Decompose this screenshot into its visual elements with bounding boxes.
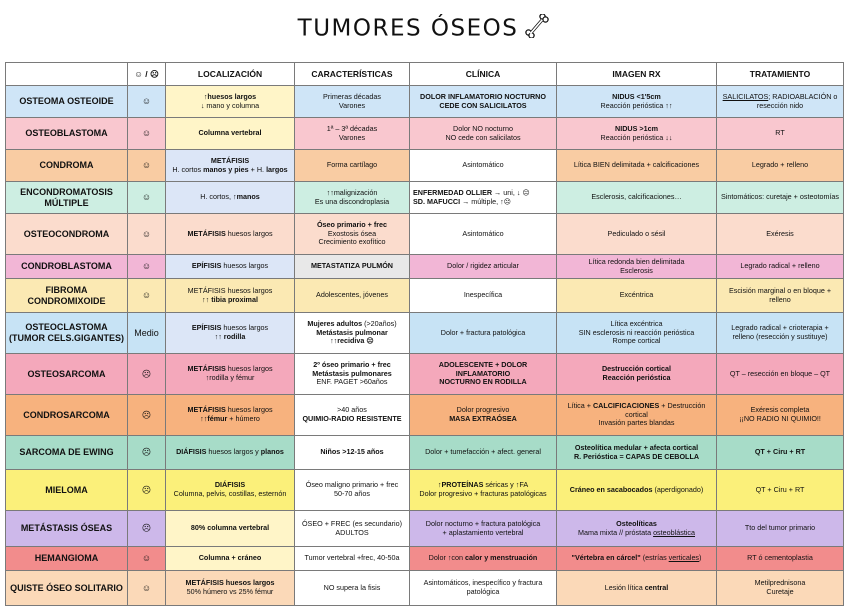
- location-text: ↓ mano y columna: [200, 100, 260, 110]
- clinical-text: Dolor + tumefacción + afect. general: [425, 447, 541, 457]
- prognosis-face: ☺: [128, 150, 166, 182]
- prognosis-face: ☹: [128, 436, 166, 470]
- clinical-cell: [410, 214, 557, 255]
- xray-text: SIN esclerosis ni reacción perióstica: [578, 327, 695, 337]
- treatment-cell: [717, 255, 844, 279]
- location-text: EPÍFISIS: [191, 261, 222, 271]
- clinical-cell: [410, 436, 557, 470]
- clinical-text: DOLOR INFLAMATORIO NOCTURNO: [420, 91, 546, 101]
- location-cell: [166, 214, 295, 255]
- xray-text: Lítica +: [567, 401, 593, 411]
- header-empty: [6, 63, 128, 86]
- characteristics-text: ↑↑malignización: [326, 187, 378, 197]
- clinical-text: Dolor + fractura patológica: [440, 327, 526, 337]
- location-cell: [166, 150, 295, 182]
- xray-text: Lesión lítica: [604, 582, 645, 592]
- location-cell: [166, 118, 295, 150]
- prognosis-face: ☺: [128, 182, 166, 214]
- treatment-cell: [717, 395, 844, 436]
- clinical-text: séricas y ↑FA: [483, 480, 529, 490]
- tumor-name: MIELOMA: [6, 470, 128, 511]
- clinical-text: Dolor progresivo + fracturas patológicas: [419, 489, 547, 498]
- tumor-name: SARCOMA DE EWING: [6, 436, 128, 470]
- page-title: [0, 14, 848, 44]
- prognosis-face: ☺: [128, 118, 166, 150]
- treatment-text: Metilprednisona: [754, 578, 806, 588]
- prognosis-face: ☺: [128, 255, 166, 279]
- table-row: [6, 86, 844, 118]
- characteristics-text: ↑↑recidiva ☹: [330, 336, 374, 346]
- header-clinical: CLÍNICA: [410, 63, 557, 86]
- xray-text: R. Perióstica = CAPAS DE CEBOLLA: [573, 451, 700, 461]
- location-text: 50% húmero vs 25% fémur: [186, 587, 274, 596]
- treatment-cell: [717, 511, 844, 547]
- prognosis-face: Medio: [128, 313, 166, 354]
- clinical-text: + aplastamiento vertebral: [442, 527, 524, 537]
- characteristics-text: Mujeres adultos: [307, 319, 363, 329]
- location-text: METÁFISIS: [187, 364, 226, 374]
- clinical-text: Dolor progresivo: [456, 405, 510, 415]
- tumor-name: CONDROBLASTOMA: [6, 255, 128, 279]
- xray-text: Lítica redonda bien delimitada: [588, 256, 685, 266]
- xray-text: Rompe cortical: [612, 336, 661, 346]
- table-row: [6, 470, 844, 511]
- treatment-text: Exéresis completa: [750, 405, 810, 415]
- location-text: ↑↑ tibia proximal: [202, 294, 258, 304]
- clinical-text: NO cede con salicilatos: [445, 132, 521, 142]
- xray-text: Esclerosis, calcificaciones…: [591, 192, 682, 202]
- xray-cell: [557, 470, 717, 511]
- xray-cell: [557, 255, 717, 279]
- table-row: [6, 182, 844, 214]
- xray-cell: [557, 354, 717, 395]
- clinical-cell: [410, 255, 557, 279]
- treatment-text: Legrado radical + crioterapia + relleno (resección y sustituye): [731, 323, 829, 341]
- xray-text: Excéntrica: [619, 290, 654, 300]
- location-cell: [166, 182, 295, 214]
- xray-text: Pediculado o sésil: [607, 228, 666, 238]
- location-text: ↑↑fémur: [200, 414, 228, 423]
- table-row: [6, 511, 844, 547]
- header-xray: IMAGEN RX: [557, 63, 717, 86]
- clinical-cell: [410, 470, 557, 511]
- treatment-cell: [717, 470, 844, 511]
- xray-text: + Destrucción cortical: [625, 401, 706, 419]
- header-prognosis: ☺ / ☹: [128, 63, 166, 86]
- prognosis-face: ☺: [128, 86, 166, 118]
- clinical-text: Dolor ↑con: [428, 553, 466, 563]
- clinical-cell: [410, 313, 557, 354]
- xray-text: CALCIFICACIONES: [592, 401, 660, 411]
- treatment-text: QT + Ciru + RT: [755, 484, 805, 494]
- location-text: huesos largos: [225, 364, 273, 374]
- location-cell: [166, 395, 295, 436]
- location-text: huesos largos: [221, 323, 269, 333]
- xray-cell: [557, 436, 717, 470]
- header-location: LOCALIZACIÓN: [166, 63, 295, 86]
- characteristics-cell: [295, 511, 410, 547]
- clinical-text: SD. MAFUCCI →: [413, 196, 470, 206]
- xray-text: Osteolítica medular + afecta cortical: [574, 442, 699, 452]
- treatment-text: RT ó cementoplastia: [747, 553, 813, 563]
- characteristics-text: Exostosis ósea: [327, 228, 377, 238]
- tumor-name: QUISTE ÓSEO SOLITARIO: [6, 571, 128, 606]
- tumor-name: ENCONDROMATOSIS MÚLTIPLE: [6, 182, 128, 214]
- prognosis-face: ☹: [128, 395, 166, 436]
- clinical-cell: [410, 182, 557, 214]
- location-text: METÁFISIS huesos largos: [187, 285, 273, 295]
- location-text: huesos largos y: [206, 447, 261, 457]
- characteristics-text: Es una discondroplasia: [314, 196, 390, 206]
- clinical-text: MASA EXTRAÓSEA: [449, 414, 517, 423]
- prognosis-face: ☺: [128, 547, 166, 571]
- clinical-text: múltiple, ↑☹: [469, 196, 512, 206]
- location-text: + húmero: [227, 414, 260, 423]
- tumor-name: METÁSTASIS ÓSEAS: [6, 511, 128, 547]
- characteristics-cell: [295, 118, 410, 150]
- clinical-text: ↑PROTEÍNAS: [437, 480, 484, 490]
- xray-cell: [557, 182, 717, 214]
- tumor-name: OSTEOCONDROMA: [6, 214, 128, 255]
- xray-text: NIDUS >1cm: [615, 123, 658, 133]
- treatment-text: ¡¡NO RADIO NI QUIMIO!!: [739, 414, 821, 423]
- xray-text: verticales: [668, 553, 700, 563]
- characteristics-text: Varones: [338, 132, 366, 142]
- characteristics-text: ADULTOS: [335, 527, 369, 537]
- characteristics-text: Metástasis pulmonares: [312, 368, 392, 378]
- xray-text: NIDUS <1'5cm: [612, 91, 661, 101]
- header-characteristics: CARACTERÍSTICAS: [295, 63, 410, 86]
- location-text: Columna + cráneo: [198, 553, 262, 563]
- treatment-text: ; RADIOABLACIÓN o resección nido: [756, 91, 838, 110]
- table-row: [6, 118, 844, 150]
- treatment-cell: [717, 182, 844, 214]
- tumor-name: OSTEOBLASTOMA: [6, 118, 128, 150]
- xray-text: osteoblástica: [653, 527, 696, 537]
- prognosis-face: ☹: [128, 354, 166, 395]
- treatment-text: QT – resección en bloque – QT: [729, 368, 831, 378]
- clinical-text: ENFERMEDAD OLLIER →: [413, 187, 502, 197]
- location-text: + H.: [248, 164, 267, 174]
- characteristics-cell: [295, 547, 410, 571]
- characteristics-text: NO supera la fisis: [323, 582, 381, 592]
- clinical-text: calor y menstruación: [465, 553, 538, 563]
- characteristics-text: (>20años): [362, 319, 397, 329]
- clinical-cell: [410, 547, 557, 571]
- location-cell: [166, 436, 295, 470]
- characteristics-text: 2º óseo primario + frec: [313, 360, 391, 370]
- header-treatment: TRATAMIENTO: [717, 63, 844, 86]
- xray-text: (aperdigonado): [652, 484, 704, 494]
- table-row: [6, 571, 844, 606]
- prognosis-face: ☹: [128, 470, 166, 511]
- treatment-text: SALICILATOS: [722, 91, 769, 101]
- table-row: [6, 354, 844, 395]
- location-text: planos: [260, 447, 284, 457]
- location-text: largos: [266, 164, 288, 174]
- treatment-text: Exéresis: [766, 228, 794, 238]
- location-cell: [166, 470, 295, 511]
- table-row: [6, 255, 844, 279]
- location-cell: [166, 279, 295, 313]
- characteristics-cell: [295, 214, 410, 255]
- clinical-cell: [410, 354, 557, 395]
- tumor-name: HEMANGIOMA: [6, 547, 128, 571]
- prognosis-face: ☹: [128, 511, 166, 547]
- bone-icon: [524, 14, 550, 44]
- location-cell: [166, 511, 295, 547]
- xray-text: Reacción perióstica: [602, 373, 671, 382]
- treatment-cell: [717, 436, 844, 470]
- treatment-text: Legrado + relleno: [751, 160, 809, 170]
- characteristics-cell: [295, 86, 410, 118]
- xray-text: (estrías: [640, 553, 669, 563]
- clinical-text: Asintomático: [462, 160, 504, 170]
- xray-cell: [557, 118, 717, 150]
- characteristics-text: Óseo maligno primario + frec: [305, 480, 399, 490]
- table-row: [6, 547, 844, 571]
- treatment-text: Sintomáticos: curetaje + osteotomías: [720, 192, 840, 202]
- characteristics-text: Tumor vertebral +frec, 40-50a: [304, 553, 400, 563]
- header-row: [6, 63, 844, 86]
- xray-text: Invasión partes blandas: [598, 418, 675, 428]
- xray-text: Esclerosis: [620, 265, 653, 275]
- characteristics-text: ÓSEO + FREC (es secundario): [301, 518, 403, 528]
- treatment-text: Escisión marginal o en bloque + relleno: [728, 285, 832, 304]
- tumor-name: OSTEOSARCOMA: [6, 354, 128, 395]
- clinical-cell: [410, 86, 557, 118]
- xray-text: Lítica excéntrica: [610, 319, 663, 329]
- tumor-name: FIBROMA CONDROMIXOIDE: [6, 279, 128, 313]
- xray-text: Mama mixta // próstata: [577, 527, 654, 537]
- xray-text: ): [699, 553, 702, 563]
- clinical-text: Asintomático: [462, 228, 504, 238]
- characteristics-text: Crecimiento exofítico: [318, 237, 386, 247]
- characteristics-text: METASTATIZA PULMÓN: [311, 261, 393, 271]
- clinical-text: Asintomáticos, inespecífico y fractura patológica: [423, 578, 543, 596]
- characteristics-cell: [295, 354, 410, 395]
- location-cell: [166, 86, 295, 118]
- table-row: [6, 395, 844, 436]
- characteristics-text: Metástasis pulmonar: [316, 327, 388, 337]
- clinical-cell: [410, 395, 557, 436]
- treatment-text: QT + Ciru + RT: [754, 447, 806, 457]
- xray-cell: [557, 395, 717, 436]
- treatment-cell: [717, 354, 844, 395]
- xray-text: Cráneo en sacabocados: [569, 484, 653, 494]
- location-cell: [166, 547, 295, 571]
- prognosis-face: ☺: [128, 571, 166, 606]
- tumor-name: OSTEOMA OSTEOIDE: [6, 86, 128, 118]
- characteristics-cell: [295, 279, 410, 313]
- treatment-text: Legrado radical + relleno: [740, 261, 820, 271]
- treatment-cell: [717, 571, 844, 606]
- characteristics-cell: [295, 255, 410, 279]
- prognosis-face: ☺: [128, 279, 166, 313]
- xray-cell: [557, 214, 717, 255]
- location-cell: [166, 255, 295, 279]
- tumor-name: CONDROSARCOMA: [6, 395, 128, 436]
- location-text: METÁFISIS huesos largos: [185, 578, 275, 588]
- characteristics-text: Varones: [338, 100, 366, 110]
- table-row: [6, 436, 844, 470]
- tumor-name: CONDROMA: [6, 150, 128, 182]
- clinical-cell: [410, 511, 557, 547]
- location-text: METÁFISIS: [187, 228, 226, 238]
- location-text: H. cortos: [172, 164, 204, 174]
- location-text: huesos largos: [225, 405, 273, 415]
- location-text: huesos largos: [221, 261, 269, 271]
- treatment-text: RT: [775, 128, 785, 138]
- characteristics-text: 1ª – 3ª décadas: [326, 123, 378, 133]
- treatment-cell: [717, 547, 844, 571]
- location-cell: [166, 313, 295, 354]
- characteristics-cell: [295, 436, 410, 470]
- location-text: huesos largos: [225, 228, 273, 238]
- location-text: METÁFISIS: [187, 405, 226, 415]
- location-text: ↑rodilla y fémur: [205, 373, 255, 382]
- characteristics-text: 50-70 años: [334, 489, 370, 498]
- characteristics-cell: [295, 313, 410, 354]
- page-title-text: TUMORES ÓSEOS: [297, 15, 519, 42]
- location-text: ↑huesos largos: [203, 91, 257, 101]
- xray-text: Reacción perióstica ↑↑: [600, 100, 673, 110]
- location-cell: [166, 354, 295, 395]
- characteristics-text: Niños >12-15 años: [320, 447, 384, 457]
- clinical-cell: [410, 150, 557, 182]
- clinical-cell: [410, 279, 557, 313]
- characteristics-text: ENF. PAGET >60años: [316, 377, 388, 387]
- location-text: Columna, pelvis, costillas, esternón: [173, 489, 287, 498]
- xray-cell: [557, 313, 717, 354]
- xray-text: central: [644, 582, 669, 592]
- treatment-text: Curetaje: [766, 587, 794, 596]
- clinical-text: Dolor NO nocturno: [453, 123, 513, 133]
- characteristics-text: Primeras décadas: [323, 91, 381, 101]
- treatment-cell: [717, 279, 844, 313]
- characteristics-cell: [295, 182, 410, 214]
- xray-cell: [557, 547, 717, 571]
- location-text: Columna vertebral: [198, 128, 262, 138]
- treatment-cell: [717, 150, 844, 182]
- xray-text: Osteolíticas: [616, 518, 657, 528]
- treatment-cell: [717, 86, 844, 118]
- clinical-cell: [410, 571, 557, 606]
- characteristics-text: Forma cartílago: [326, 160, 378, 170]
- xray-text: Destrucción cortical: [601, 364, 672, 374]
- table-row: [6, 313, 844, 354]
- location-text: DIÁFISIS: [214, 480, 246, 490]
- characteristics-text: >40 años: [337, 405, 367, 415]
- xray-cell: [557, 511, 717, 547]
- clinical-text: ADOLESCENTE + DOLOR INFLAMATORIO: [438, 360, 528, 378]
- xray-cell: [557, 86, 717, 118]
- table-row: [6, 150, 844, 182]
- location-cell: [166, 571, 295, 606]
- xray-cell: [557, 571, 717, 606]
- location-text: H. cortos, ↑: [200, 192, 237, 202]
- location-text: 80% columna vertebral: [190, 523, 270, 533]
- clinical-text: Dolor nocturno + fractura patológica: [425, 518, 541, 528]
- treatment-cell: [717, 214, 844, 255]
- tumor-name: OSTEOCLASTOMA (TUMOR CELS.GIGANTES): [6, 313, 128, 354]
- location-text: METÁFISIS: [210, 155, 250, 165]
- characteristics-text: Óseo primario + frec: [316, 220, 388, 230]
- xray-text: Lítica BIEN delimitada + calcificaciones: [573, 160, 700, 170]
- characteristics-cell: [295, 150, 410, 182]
- characteristics-cell: [295, 395, 410, 436]
- table-row: [6, 214, 844, 255]
- clinical-text: Inespecífica: [463, 290, 503, 300]
- location-text: manos: [236, 192, 260, 202]
- clinical-text: Dolor / rigidez articular: [447, 261, 519, 271]
- location-text: EPÍFISIS: [191, 323, 222, 333]
- clinical-cell: [410, 118, 557, 150]
- clinical-text: CEDE CON SALICILATOS: [439, 100, 527, 110]
- xray-text: "Vértebra en cárcel": [571, 553, 641, 563]
- tumor-table: [5, 62, 844, 606]
- xray-cell: [557, 150, 717, 182]
- clinical-text: NOCTURNO EN RODILLA: [439, 377, 527, 387]
- characteristics-text: QUIMIO-RADIO RESISTENTE: [302, 414, 402, 423]
- characteristics-cell: [295, 470, 410, 511]
- xray-text: Reacción perióstica ↓↓: [600, 132, 673, 142]
- treatment-text: Tto del tumor primario: [744, 523, 816, 533]
- characteristics-text: Adolescentes, jóvenes: [316, 290, 388, 300]
- treatment-cell: [717, 118, 844, 150]
- treatment-cell: [717, 313, 844, 354]
- location-text: DIÁFISIS: [176, 447, 207, 457]
- location-text: ↑↑ rodilla: [214, 332, 246, 341]
- characteristics-cell: [295, 571, 410, 606]
- clinical-text: uni, ↓ ☹: [501, 187, 530, 197]
- xray-cell: [557, 279, 717, 313]
- table-row: [6, 279, 844, 313]
- location-text: manos y pies: [203, 164, 249, 174]
- prognosis-face: ☺: [128, 214, 166, 255]
